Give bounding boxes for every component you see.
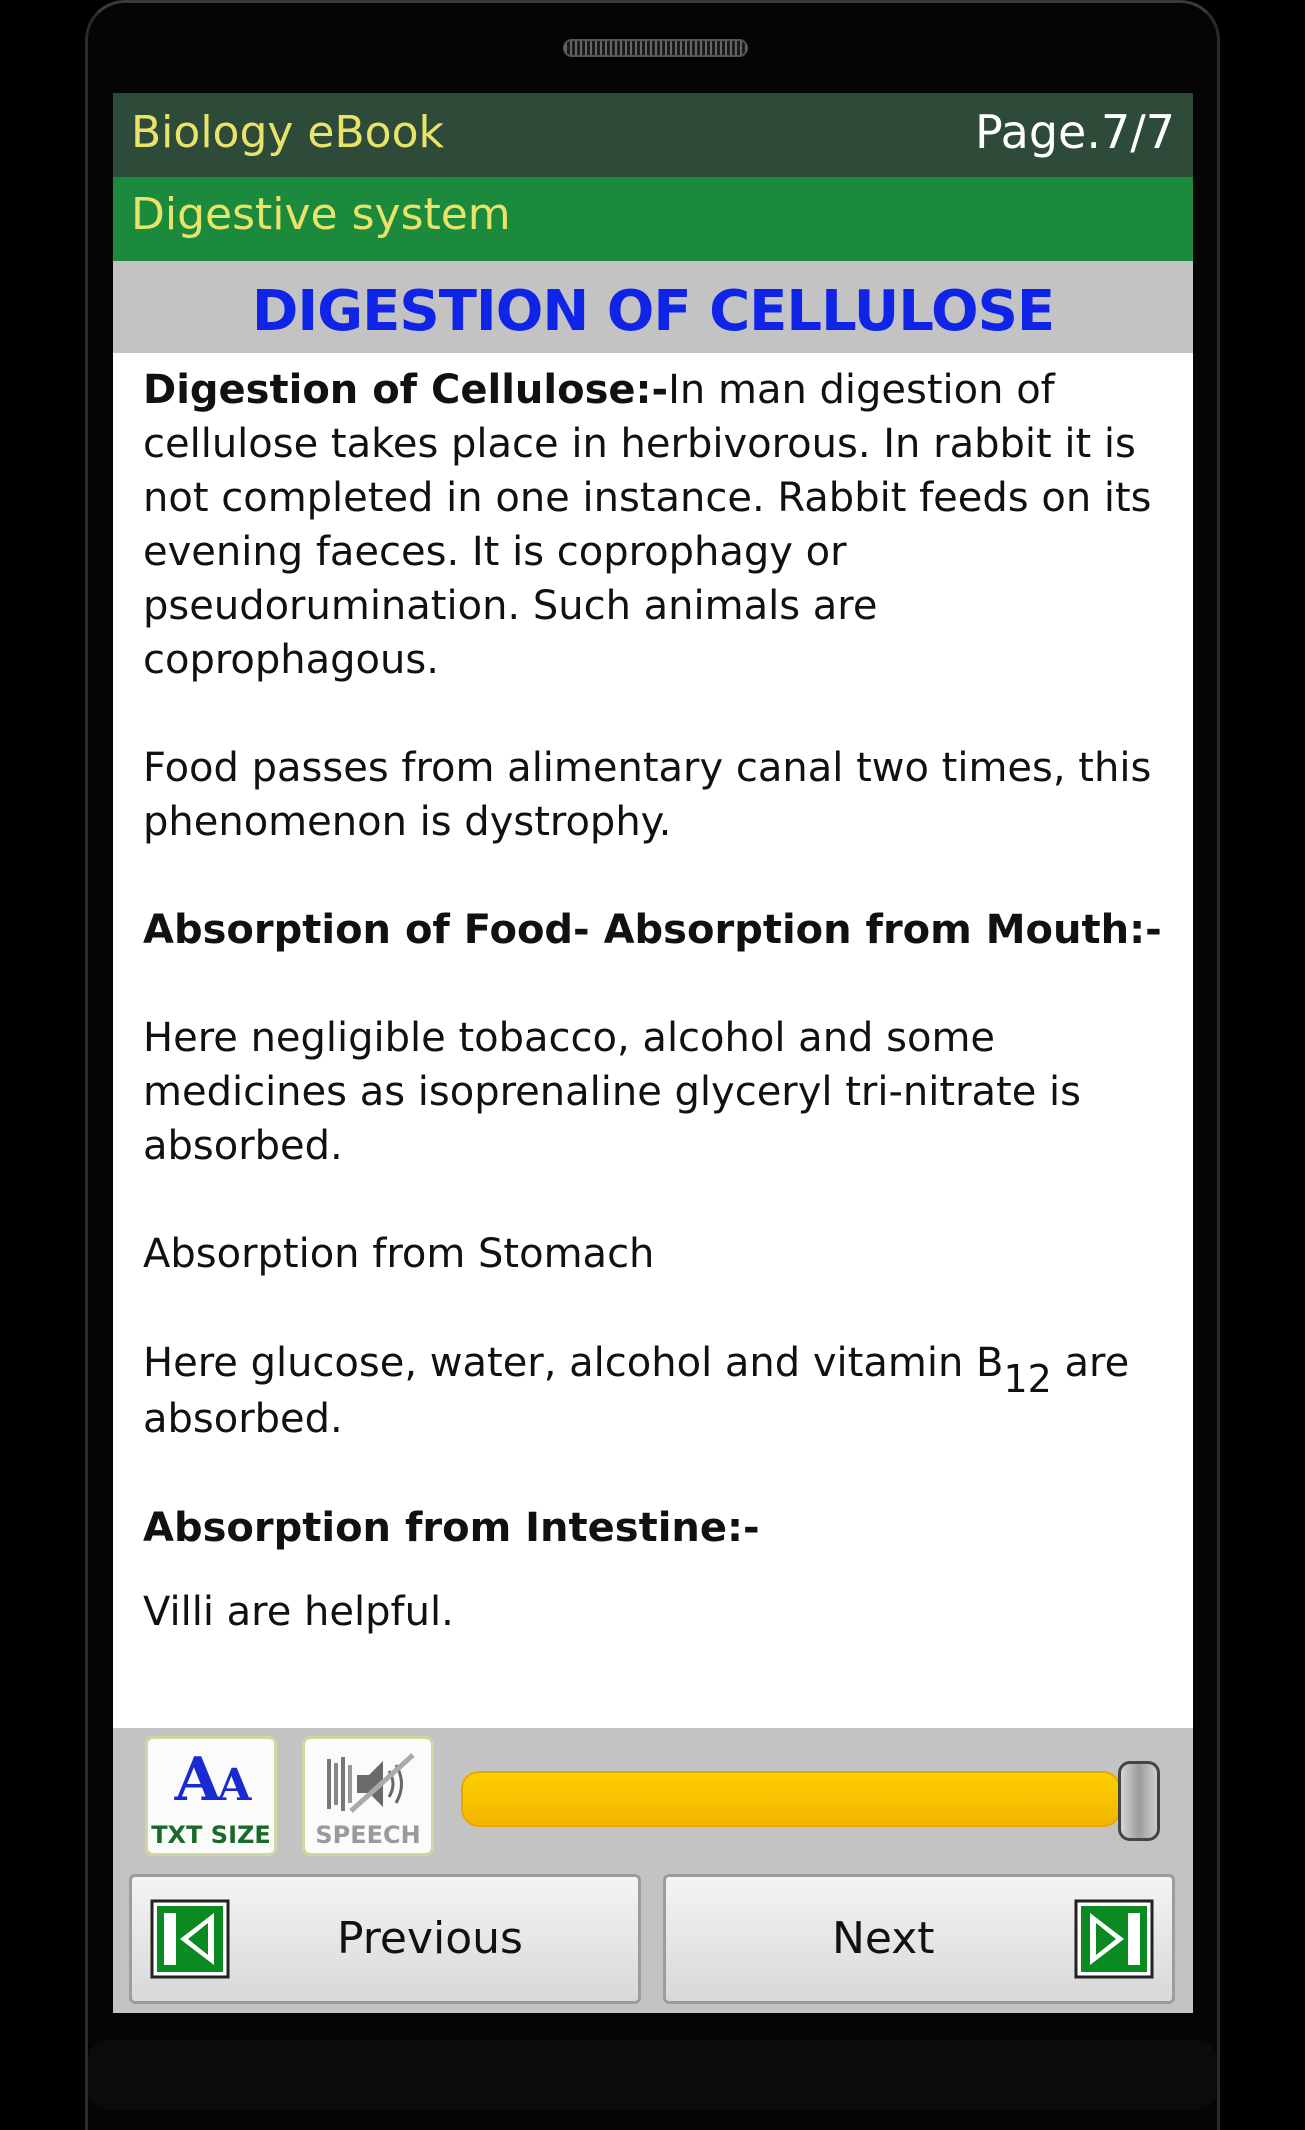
section-absorption-intestine-title: Absorption from Intestine:- [143, 1505, 760, 1551]
bottom-toolbar [113, 1728, 1193, 2013]
app-title: Biology eBook [131, 107, 445, 158]
section-absorption-mouth [143, 903, 1168, 957]
article-heading: DIGESTION OF CELLULOSE [251, 279, 1055, 344]
paragraph-cellulose-title: Digestion of Cellulose:- [143, 367, 669, 413]
speech-label: SPEECH [315, 1821, 421, 1849]
text-size-label: TXT SIZE [151, 1821, 271, 1849]
text-size-slider[interactable] [461, 1771, 1121, 1827]
slider-handle[interactable] [1118, 1761, 1160, 1841]
text-size-icon: AA [174, 1745, 248, 1815]
paragraph-cellulose [143, 363, 1168, 687]
speech-button[interactable] [302, 1736, 434, 1856]
paragraph-stomach-absorption [143, 1335, 1168, 1447]
text-size-button[interactable] [145, 1736, 277, 1856]
paragraph-cellulose-text: In man digestion of cellulose takes place in herbivorous. In rabbit it is not completed in one instance. Rabbit feeds on its evening faeces. It is coprophagy or pseudorumination. Such animals are coprophagous. [143, 367, 1152, 683]
next-label: Next [832, 1913, 935, 1964]
app-screen [113, 93, 1193, 2013]
section-absorption-mouth-title: Absorption of Food- Absorption from Mouth:- [143, 907, 1162, 953]
previous-label: Previous [337, 1913, 523, 1964]
paragraph-villi: Villi are helpful. [143, 1589, 454, 1635]
device-chin [88, 2040, 1217, 2110]
section-absorption-intestine [143, 1501, 1168, 1555]
article-body [143, 363, 1168, 1639]
section-absorption-stomach: Absorption from Stomach [143, 1231, 655, 1277]
speaker-muted-icon [321, 1749, 421, 1819]
stomach-text-start: Here glucose, water, alcohol and vitamin B [143, 1340, 1004, 1386]
paragraph-mouth-absorption: Here negligible tobacco, alcohol and some medicines as isoprenaline glyceryl tri-nitrate is absorbed. [143, 1015, 1081, 1169]
skip-back-icon [150, 1899, 230, 1979]
next-button[interactable] [663, 1874, 1175, 2004]
chapter-bar [113, 177, 1193, 261]
paragraph-food-passes: Food passes from alimentary canal two times, this phenomenon is dystrophy. [143, 745, 1152, 845]
speaker-grille [563, 39, 748, 57]
article-heading-bar [113, 261, 1193, 353]
chapter-title: Digestive system [131, 189, 511, 240]
stomach-text-end: are absorbed. [143, 1340, 1130, 1442]
previous-button[interactable] [129, 1874, 641, 2004]
skip-forward-icon [1074, 1899, 1154, 1979]
page-indicator: Page.7/7 [974, 105, 1175, 159]
vitamin-subscript: 12 [1003, 1357, 1052, 1401]
title-bar [113, 93, 1193, 177]
